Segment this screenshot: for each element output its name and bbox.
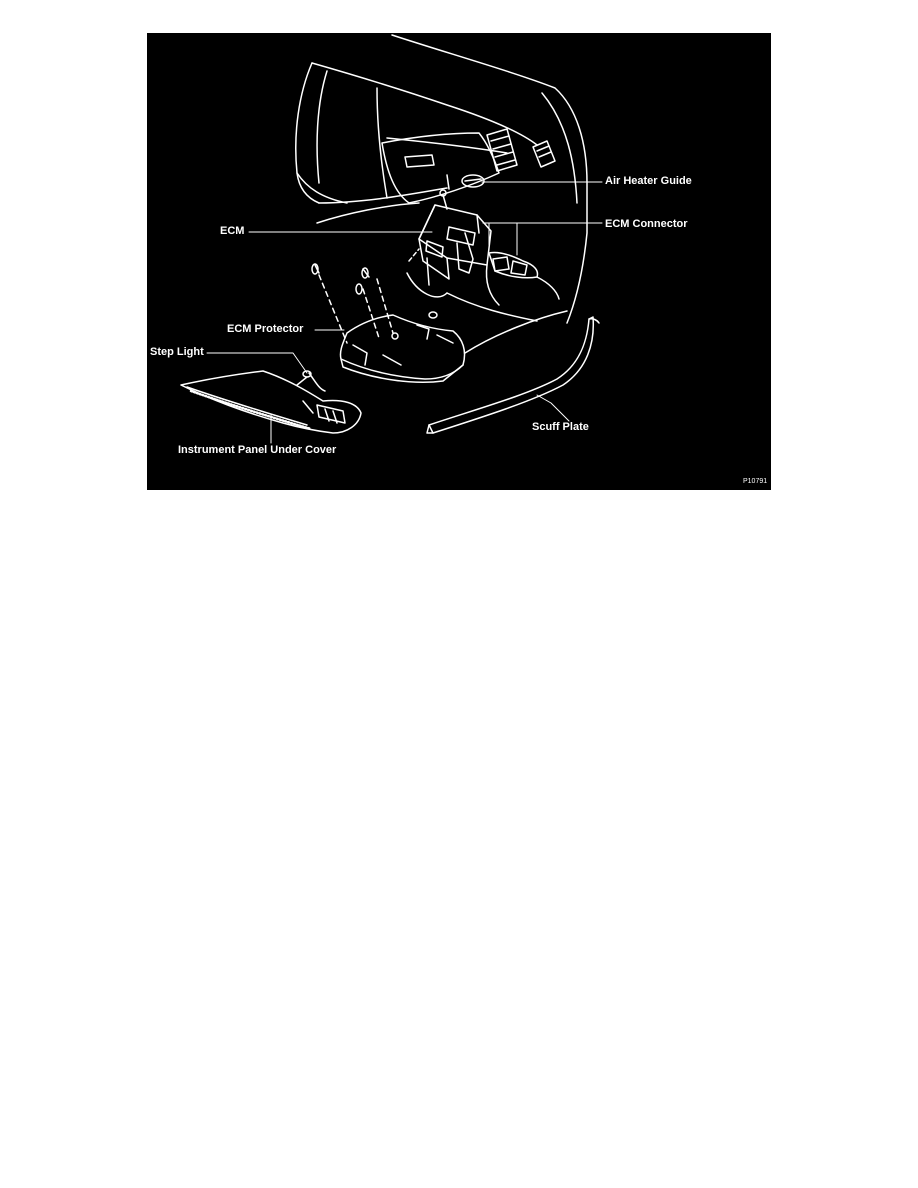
ecm-connector (487, 252, 560, 305)
screws (312, 249, 437, 343)
label-ecm-protector: ECM Protector (227, 323, 304, 335)
figure-id: P10791 (743, 478, 768, 485)
scuff-plate-strip (427, 317, 599, 433)
label-step-light: Step Light (150, 346, 204, 358)
dashboard-exploded-drawing (147, 33, 771, 490)
label-air-heater-guide: Air Heater Guide (605, 175, 692, 187)
ecm-protector (340, 315, 464, 382)
label-ecm: ECM (220, 225, 245, 237)
label-instrument-panel-under-cover: Instrument Panel Under Cover (178, 444, 337, 456)
ecm-location-diagram (147, 33, 771, 490)
label-ecm-connector: ECM Connector (605, 218, 688, 230)
ecm-unit (419, 190, 491, 285)
leader-lines (207, 182, 602, 443)
label-scuff-plate: Scuff Plate (532, 421, 589, 433)
